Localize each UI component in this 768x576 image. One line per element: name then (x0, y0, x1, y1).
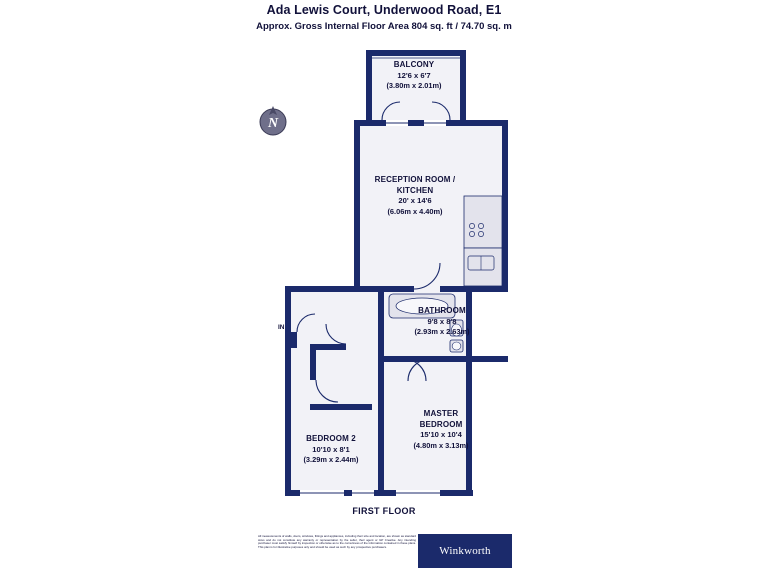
room-label-reception (333, 175, 497, 217)
footer (258, 534, 512, 568)
room-dimensions-metric: (6.06m x 4.40m) (387, 206, 443, 216)
svg-text:N: N (267, 116, 279, 131)
floor-label: FIRST FLOOR (352, 506, 416, 516)
room-dimensions-metric: (2.93m x 2.63m) (414, 327, 470, 336)
disclaimer-text: All measurements of walls, doors, windows, fittings and appliances, including their size and location, are shown as standard sizes and do not constitute any warranty or representation by the seller, their agent or GP Creative. Any intending purchaser must satisfy himself by inspection or otherwise as to the correctness of the information contained in these plans. This plan is for illustrative purposes only and should be used as such by any prospective purchasers. (258, 534, 416, 549)
room-dimensions-metric: (4.80m x 3.13m) (413, 440, 469, 450)
room-name: BEDROOM 2 (306, 434, 356, 443)
room-name-line1: RECEPTION ROOM / (374, 175, 456, 184)
room-dimensions-imperial: 12'6 x 6'7 (397, 70, 431, 80)
room-name-line2: KITCHEN (396, 185, 434, 195)
room-dimensions-metric: (3.80m x 2.01m) (386, 81, 442, 90)
room-name: BALCONY (393, 60, 435, 69)
room-dimensions-imperial: 9'8 x 8'8 (427, 316, 457, 326)
room-label-bathroom (377, 306, 507, 338)
floor-area-subtitle: Approx. Gross Internal Floor Area 804 sq. ft / 74.70 sq. m (256, 21, 512, 32)
room-dimensions-imperial: 15'10 x 10'4 (420, 430, 462, 439)
page-title: Ada Lewis Court, Underwood Road, E1 (266, 3, 502, 17)
room-dimensions-imperial: 20' x 14'6 (398, 196, 432, 205)
kitchen-units (464, 248, 502, 286)
entrance-label: IN (278, 324, 285, 331)
room-dimensions-imperial: 10'10 x 8'1 (312, 444, 350, 454)
room-name-line2: BEDROOM (419, 419, 463, 429)
room-dimensions-metric: (3.29m x 2.44m) (303, 455, 359, 464)
room-label-balcony (338, 60, 490, 92)
room-name: BATHROOM (418, 306, 466, 315)
brand-logo: Winkworth (418, 534, 512, 568)
room-name-line1: MASTER (423, 409, 459, 418)
compass-icon (256, 105, 290, 139)
room-label-bedroom-2 (266, 434, 396, 466)
